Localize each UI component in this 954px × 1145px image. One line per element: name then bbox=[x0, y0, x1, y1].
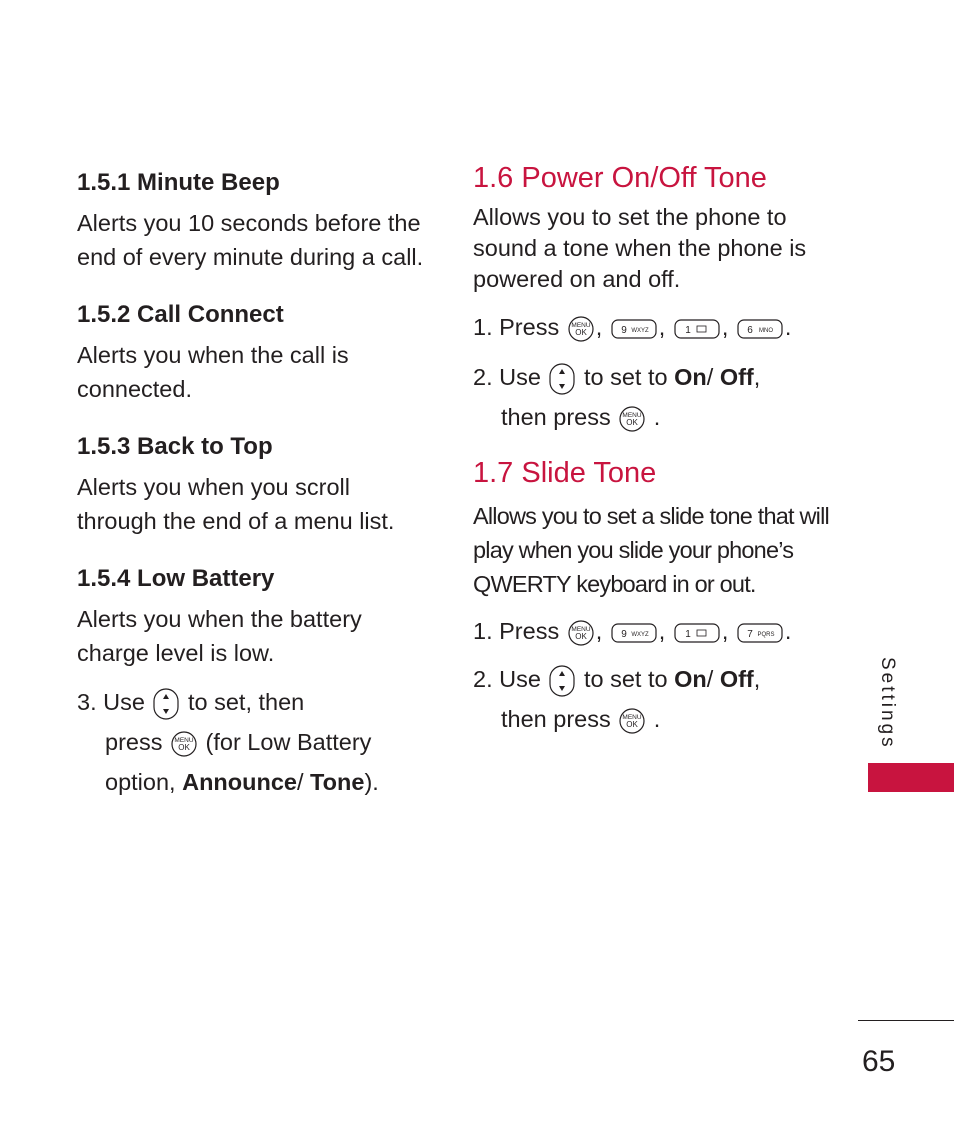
text-back-to-top: Alerts you when you scroll through the end of a menu list. bbox=[77, 474, 395, 534]
step-2-slide-tone: 2. Use to set to On/ Off, then press MENU OK . bbox=[473, 666, 761, 732]
right-column bbox=[473, 160, 833, 739]
text-minute-beep: Alerts you 10 seconds before the end of every minute during a call. bbox=[77, 210, 424, 270]
step-3-low-battery: 3. Use to set, then press MENU OK (for Low Battery option, Announce/ Tone). bbox=[77, 689, 379, 795]
svg-text:MENU: MENU bbox=[622, 411, 642, 419]
svg-text:MENU: MENU bbox=[622, 713, 642, 721]
svg-text:9: 9 bbox=[621, 628, 627, 640]
key-9-icon bbox=[611, 319, 657, 339]
section-tab-marker bbox=[868, 763, 954, 792]
key-1-voicemail-icon bbox=[674, 319, 720, 339]
menu-ok-key-icon bbox=[619, 406, 645, 432]
heading-back-to-top: 1.5.3 Back to Top bbox=[77, 433, 273, 460]
footer-rule bbox=[858, 1020, 954, 1021]
svg-text:1: 1 bbox=[685, 324, 691, 336]
key-7-icon bbox=[737, 623, 783, 643]
svg-text:MENU: MENU bbox=[571, 625, 591, 633]
key-6-icon bbox=[737, 319, 783, 339]
svg-text:MNO: MNO bbox=[758, 327, 773, 334]
svg-text:OK: OK bbox=[626, 417, 639, 427]
text-low-battery: Alerts you when the battery charge level is low. bbox=[77, 606, 362, 666]
nav-key-icon bbox=[549, 363, 575, 395]
menu-ok-key-icon bbox=[568, 620, 594, 646]
svg-text:OK: OK bbox=[178, 742, 190, 752]
key-9-icon bbox=[611, 623, 657, 643]
svg-text:1: 1 bbox=[685, 628, 691, 640]
heading-slide-tone: 1.7 Slide Tone bbox=[473, 457, 657, 489]
step-2-power-tone: 2. Use to set to On/ Off, then press MENU OK . bbox=[473, 364, 761, 430]
svg-text:9: 9 bbox=[621, 324, 627, 336]
text-call-connect: Alerts you when the call is connected. bbox=[77, 342, 349, 402]
svg-text:MENU: MENU bbox=[571, 321, 591, 329]
svg-text:PQRS: PQRS bbox=[757, 631, 775, 638]
section-side-label: Settings bbox=[877, 657, 898, 750]
svg-text:OK: OK bbox=[574, 631, 587, 641]
left-column bbox=[77, 160, 427, 802]
heading-low-battery: 1.5.4 Low Battery bbox=[77, 565, 275, 592]
heading-call-connect: 1.5.2 Call Connect bbox=[77, 301, 284, 328]
key-1-voicemail-icon bbox=[674, 623, 720, 643]
heading-power-on-off-tone: 1.6 Power On/Off Tone bbox=[473, 162, 767, 194]
step-1-slide-tone: 1. Press MENU OK , 9 WXYZ , 1 , 7 PQRS . bbox=[473, 618, 792, 644]
menu-ok-key-icon bbox=[171, 731, 197, 757]
svg-text:MENU: MENU bbox=[174, 736, 194, 744]
svg-text:WXYZ: WXYZ bbox=[631, 327, 649, 334]
svg-text:WXYZ: WXYZ bbox=[631, 631, 649, 638]
svg-text:7: 7 bbox=[747, 628, 753, 640]
nav-key-icon bbox=[153, 688, 179, 720]
svg-text:6: 6 bbox=[747, 324, 753, 336]
nav-key-icon bbox=[549, 665, 575, 697]
text-slide-tone: Allows you to set a slide tone that will play when you slide your phone’s QWERTY keyboard in or out. bbox=[473, 503, 829, 597]
menu-ok-key-icon bbox=[619, 708, 645, 734]
page-number: 65 bbox=[862, 1045, 896, 1078]
svg-text:OK: OK bbox=[574, 327, 587, 337]
text-power-on-off-tone: Allows you to set the phone to sound a tone when the phone is powered on and off. bbox=[473, 204, 807, 292]
step-1-power-tone: 1. Press MENU OK , 9 WXYZ , 1 , 6 MNO . bbox=[473, 314, 792, 340]
heading-minute-beep: 1.5.1 Minute Beep bbox=[77, 169, 280, 196]
menu-ok-key-icon bbox=[568, 316, 594, 342]
svg-text:OK: OK bbox=[626, 719, 639, 729]
